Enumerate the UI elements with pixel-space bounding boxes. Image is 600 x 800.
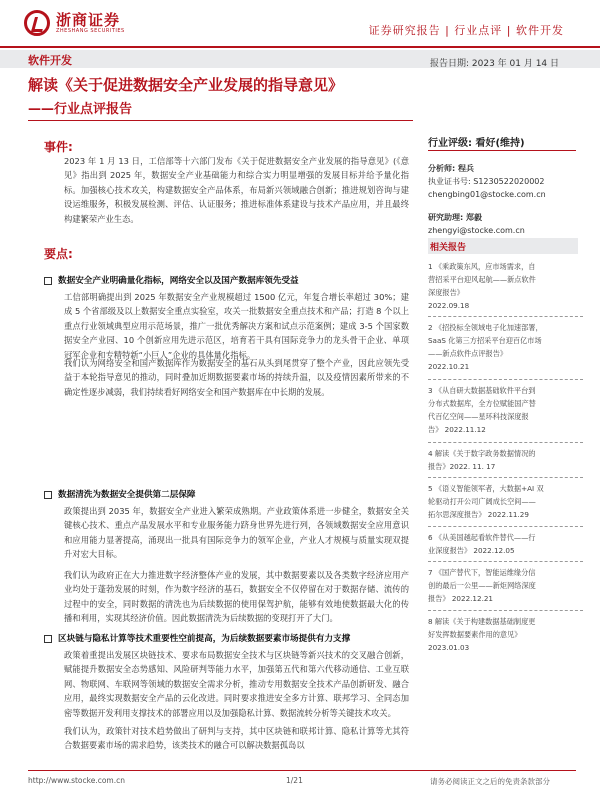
report-title: 解读《关于促进数据安全产业发展的指导意见》 [28,76,344,94]
rating-divider [428,150,576,151]
related-report-item[interactable]: 1 《乘政策东风，应市场需求，自 营招采平台迎风起航——新点软件 深度报告》 2022.09.18 [428,262,536,310]
bullet-square-icon [44,277,52,285]
logo-en-text: ZHESHANG SECURITIES [56,28,125,34]
analyst-name: 分析师: 程兵 [428,164,474,173]
related-reports-list [428,260,583,659]
point-2-title: 数据清洗为数据安全提供第二层保障 [44,488,196,500]
related-report-item[interactable]: 6 《从美国越起看软件替代——行 业深度报告》 2022.12.05 [428,533,536,555]
report-subtitle: ——行业点评报告 [28,102,133,117]
related-report-item[interactable]: 7 《国产替代下，智能运维缘分信 创的最后一公里——新炬网络深度 报告》 2022.12.21 [428,568,536,603]
point-1-para-1: 工信部明确提出到 2025 年数据安全产业规模超过 1500 亿元，年复合增长率超过 30%；建成 5 个省部级及以上数据安全重点实验室，攻关一批数据安全重点技术和产品；打造 8 个以上重点行业领域典型应用示范场景，推广一批优秀解决方案和试点示范案例；建成 3-5 个国家数据安全产业园、10 个创新应用先进示范区，培育若干具有国际竞争力的龙头骨干企业、单项冠军企业和专精特新“小巨人”企业的具体量化指标。 [64,292,409,360]
point-2-para-1: 政策提出到 2035 年，数据安全产业进入繁荣成熟期。产业政策体系进一步健全，数据安全关键核心技术、重点产品发展水平和专业服务能力跻身世界先进行列，各领域数据安全应用意识和应用能力显著提高，涌现出一批具有国际竞争力的领军企业，产业人才规模与质量实现双提升对宏大目标。 [64,506,409,560]
related-report-item[interactable]: 3 《从自研大数据基础软件平台到 分布式数据库，全方位赋能国产替 代百亿空间——星环科技深度报 告》 2022.11.12 [428,386,536,434]
company-logo [24,10,125,36]
point-3-title: 区块链与隐私计算等技术重要性空前提高，为后续数据要素市场提供有力支撑 [44,632,350,644]
event-heading: 事件: [44,140,73,154]
analyst-cert: 执业证书号: S1230522020002 [428,177,545,186]
point-2-para-2: 我们认为政府正在大力推进数字经济整体产业的发展，其中数据要素以及各类数字经济应用产业均处于蓬勃发展的时刻，作为数字经济的基石，数据安全不仅停留在对于数据存储、流传的过程中的安全，同时数据的清洗也为后续数据的使用保驾护航，能够有效地使数据最大化的传播和利用，实现其经济价值。因此数据清洗为后续数据的变现打开了大门。 [64,570,409,624]
title-divider [28,120,413,121]
footer-disclaimer: 请务必阅读正文之后的免责条款部分 [430,777,550,786]
bullet-square-icon [44,635,52,643]
event-text: 2023 年 1 月 13 日，工信部等十六部门发布《关于促进数据安全产业发展的指导意见》(《意见》指出到 2025 年，数据安全产业基础能力和综合实力明显增强的发展目标并给予量化指标。加强核心技术攻关，构建数据安全产品体系，布局新兴领域融合创新；推进规划咨询与建设运维服务，积极发展检测、评估、认证服务；推进标准体系建设与技术产品应用，并且最终构建繁荣产业生态。 [64,156,409,224]
page-number: 1/21 [286,776,303,785]
footer-divider [28,770,576,771]
point-3-para-1: 政策着重提出发展区块链技术、要求布局数据安全技术与区块链等新兴技术的交叉融合创新，赋能提升数据安全态势感知、风险研判等能力水平，加强第五代和第六代移动通信、工业互联网、物联网、车联网等领域的数据安全需求分析，推动专用数据安全技术产品创新研发、融合应用，最终实现数据安全产品的云化改进。同时要求推进安全多方计算、联邦学习、全同态加密等数据开发利用支撑技术的部署应用以及加强隐私计算、数据流转分析等关键技术攻关。 [64,650,409,718]
assistant-name: 研究助理: 郑毅 [428,213,482,222]
related-heading-band [428,238,578,254]
analyst-block [428,162,578,237]
report-date: 报告日期: 2023 年 01 月 14 日 [430,59,560,69]
related-heading: 相关报告 [430,243,467,253]
related-report-item[interactable]: 5 《语义智能领军者，大数据+AI 双 轮驱动打开公司广阔成长空间—— 拓尔思深度报告》 2022.11.29 [428,484,544,519]
assistant-email[interactable]: zhengyi@stocke.com.cn [428,226,525,235]
footer-url[interactable]: http://www.stocke.com.cn [28,776,125,785]
related-report-item[interactable]: 8 解读《关于构建数据基础制度更 好发挥数据要素作用的意见》 2023.01.03 [428,617,536,652]
points-heading: 要点: [44,247,73,261]
logo-cn-text: 浙商证券 [56,11,121,29]
point-1-title: 数据安全产业明确量化指标，网络安全以及国产数据库领先受益 [44,274,299,286]
point-1-para-2: 我们认为网络安全和国产数据库作为数据安全的基石从头到尾贯穿了整个产业，因此应领先受益于本轮指导意见的推动，同时叠加近期数据要素市场的持续升温，以及疫情因素所带来的不确定性逐步减弱，我们持续看好网络安全和国产数据库在中长期的发展。 [64,358,409,397]
sector-label: 软件开发 [28,54,72,67]
analyst-email[interactable]: chengbing01@stocke.com.cn [428,190,546,199]
point-3-para-2: 我们认为，政策针对技术趋势做出了研判与支持，其中区块链和联邦计算、隐私计算等尤其符合数据要素市场的需求趋势，该类技术的融合可以解决数据孤岛以 [64,726,409,751]
related-report-item[interactable]: 2 《招投标全领域电子化加速部署， SaaS 化第三方招采平台迎百亿市场 ——新点软件点评报告》 2022.10.21 [428,323,543,371]
logo-mark-icon [24,10,50,36]
bullet-square-icon [44,491,52,499]
related-report-item[interactable]: 4 解读《关于数字政务数据情况的 报告》2022. 11. 17 [428,449,536,471]
industry-rating: 行业评级: 看好(维持) [428,138,525,149]
header-divider [0,46,600,48]
breadcrumb: 证券研究报告 | 行业点评 | 软件开发 [368,24,564,37]
